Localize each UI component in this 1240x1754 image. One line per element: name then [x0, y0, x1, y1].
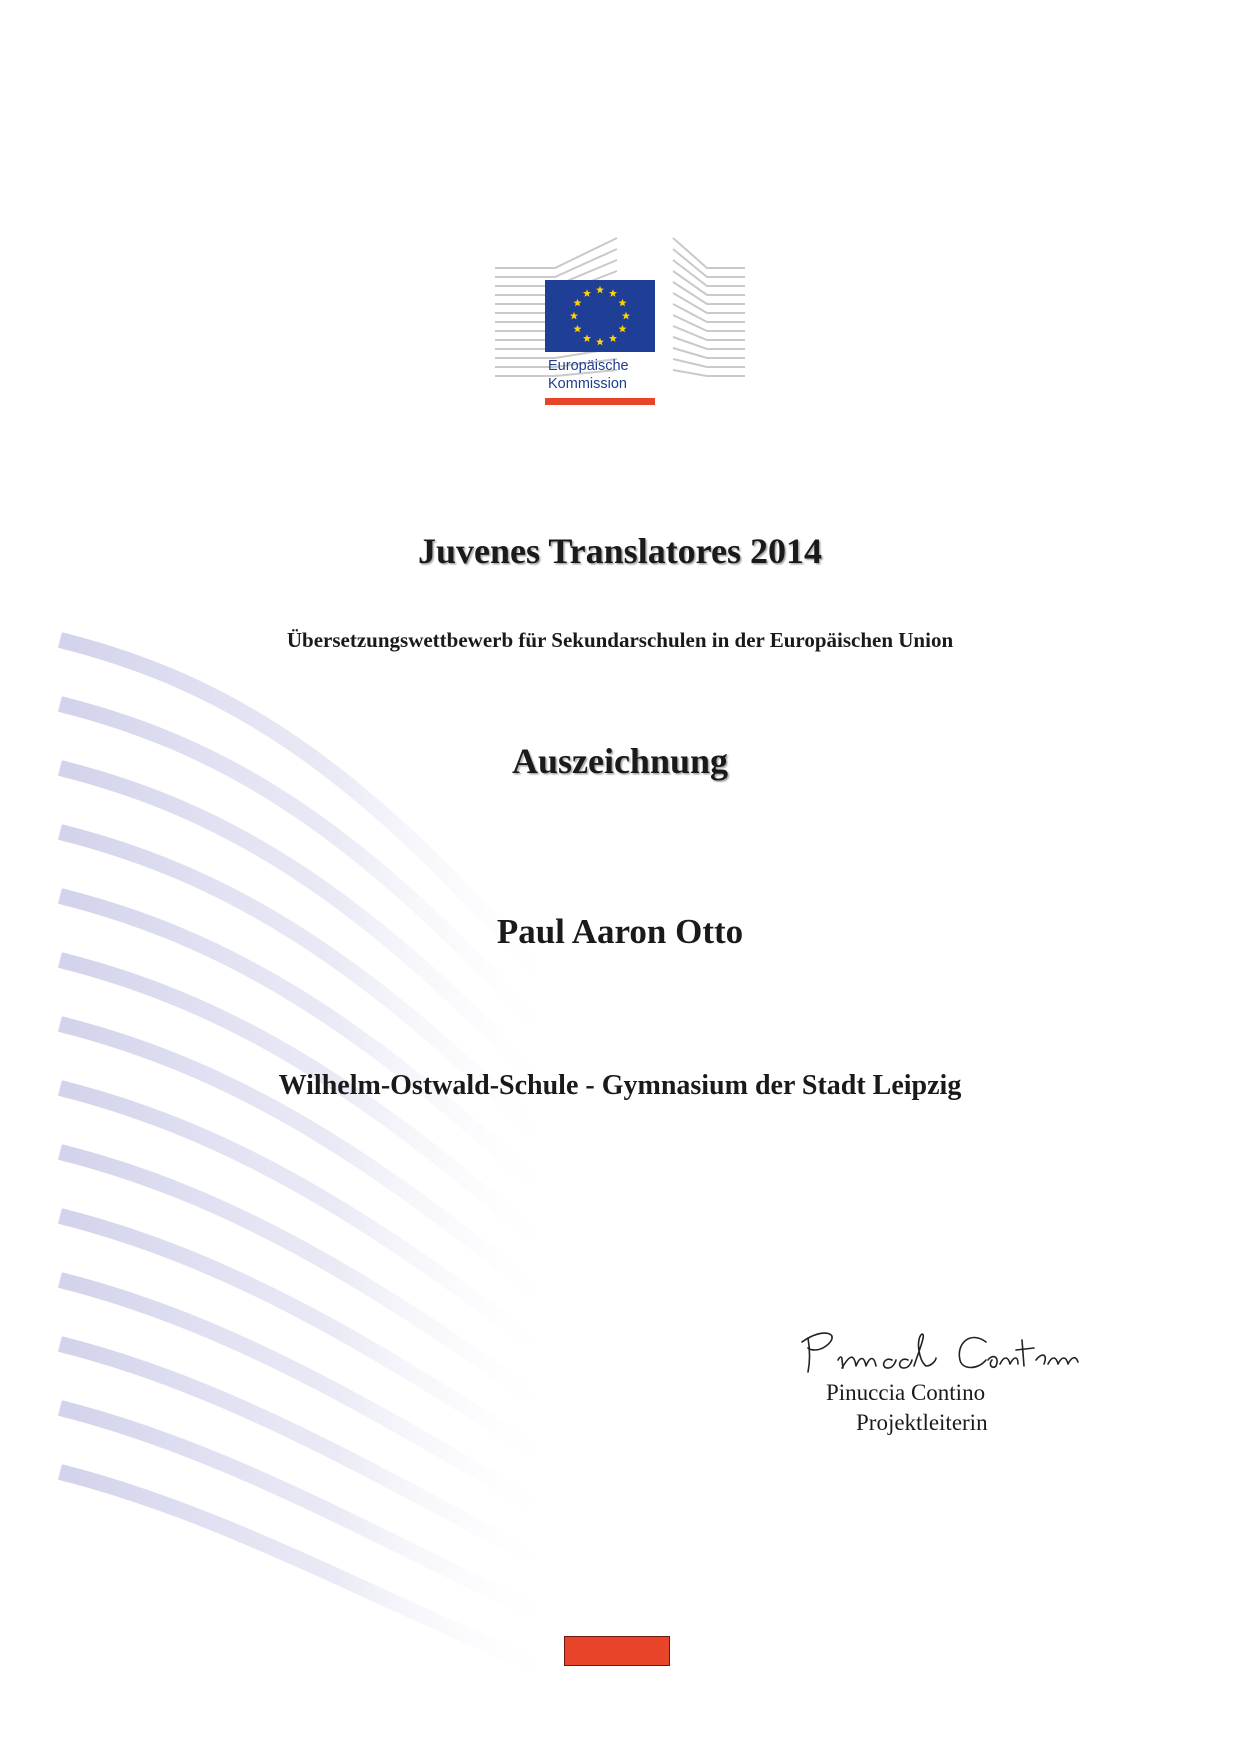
- school-name: Wilhelm-Ostwald-Schule - Gymnasium der Stadt Leipzig: [278, 1070, 962, 1101]
- footer-accent-bar: [564, 1636, 670, 1666]
- logo-building-line-left: [495, 238, 617, 268]
- signatory-role: Projektleiterin: [856, 1410, 988, 1435]
- logo-building-line-right: [673, 326, 745, 340]
- logo-building-line-right: [673, 271, 745, 295]
- logo-building-line-left: [495, 249, 617, 277]
- signatory-name: Pinuccia Contino: [826, 1380, 986, 1405]
- logo-text-line2: Kommission: [548, 376, 627, 392]
- logo-building-line-right: [673, 260, 745, 286]
- logo-building-line-right: [673, 249, 745, 277]
- recipient-name: Paul Aaron Otto: [496, 912, 744, 951]
- logo-building-line-right: [673, 337, 745, 349]
- logo-text-line1: Europäische: [548, 358, 629, 374]
- certificate-subtitle: Übersetzungswettbewerb für Sekundarschulen in der Europäischen Union: [286, 628, 954, 652]
- certificate-title: Juvenes Translatores 2014: [417, 531, 822, 571]
- handwritten-signature: [796, 1320, 1106, 1380]
- award-heading: Auszeichnung: [511, 741, 729, 781]
- logo-underline: [545, 398, 655, 405]
- logo-building-line-right: [673, 238, 745, 268]
- logo-building-line-right: [673, 359, 745, 367]
- logo-building-line-right: [673, 370, 745, 376]
